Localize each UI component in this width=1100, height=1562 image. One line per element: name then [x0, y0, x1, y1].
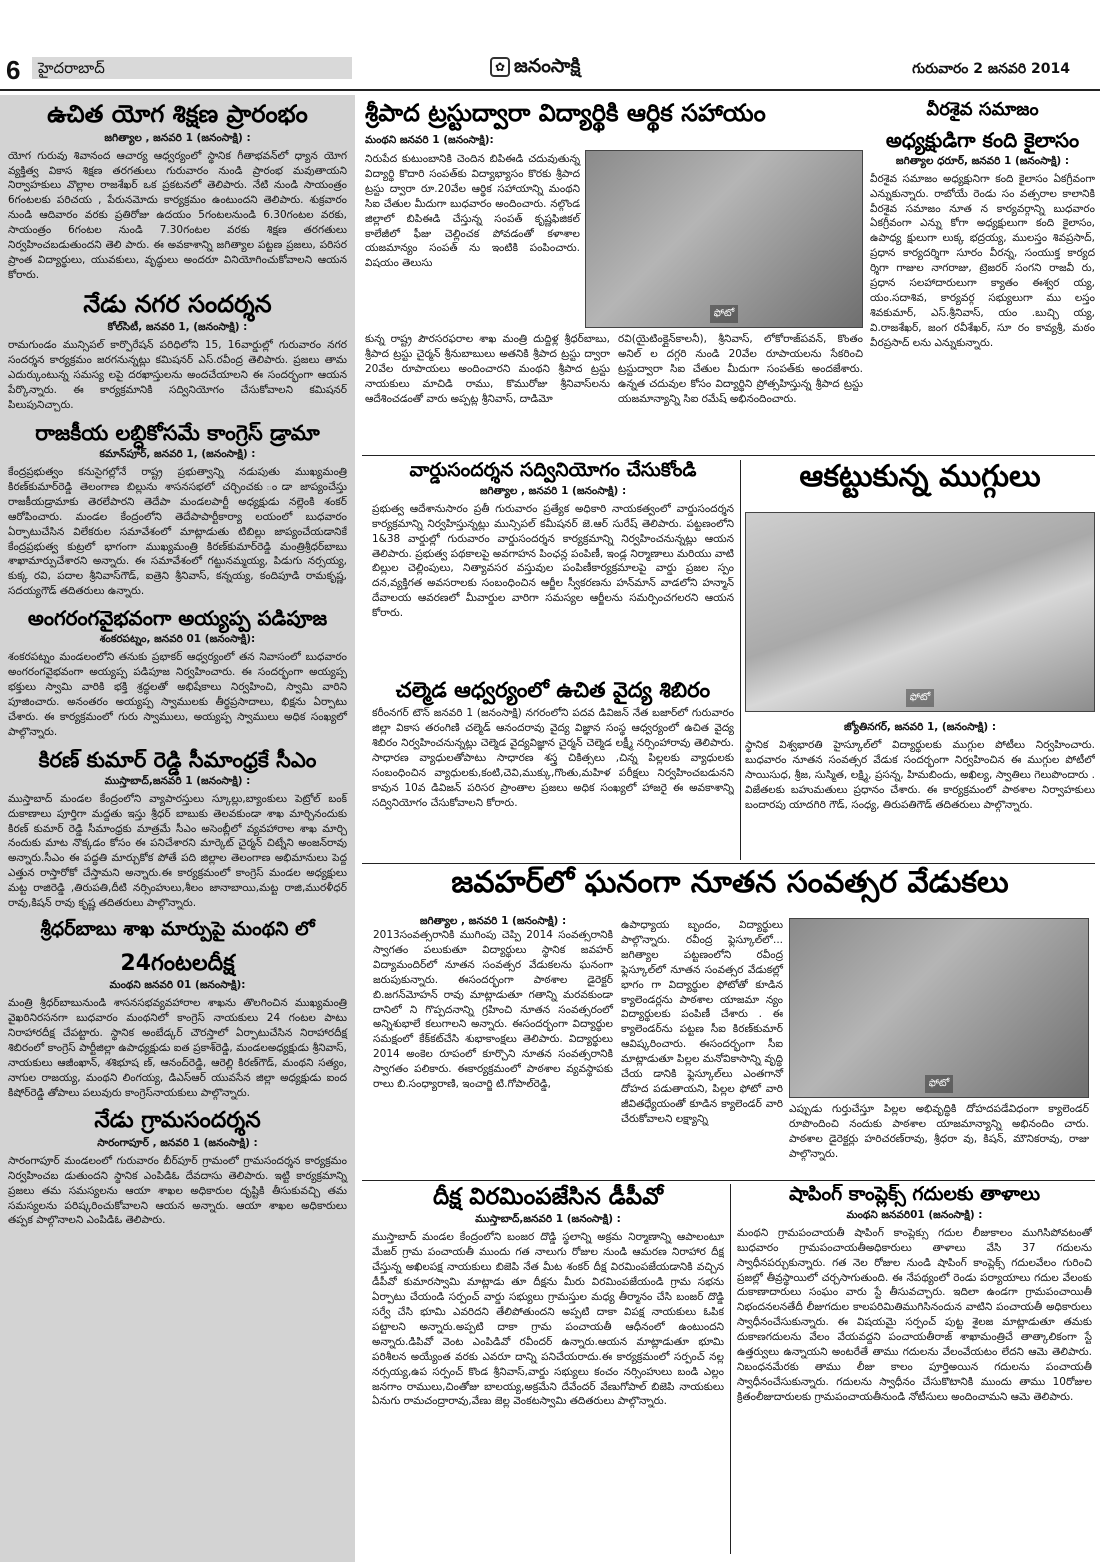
article-yoga — [8, 101, 347, 283]
masthead-logo — [490, 55, 580, 82]
article-body: నిరుపేద కుటుంబానికి చెందిన బిపిఈడి చదువుతున్న విద్యార్థి కొదారి సంపత్‌కు విద్యాభ్యాసం కొరకు శ్రీపాద ట్రస్టు ద్వారా రూ.20వేల ఆర్థిక సహాయాన్ని మంథని సిఐ చేతుల మీదుగా బుధవారం అందించారు. నల్గొండ జిల్లాలో బిపిఈడి చేస్తున్న సంపత్ కృష్ణఫిజికల్ కాలేజీలో ఫీజు చెల్లించక పోవడంతో కళాశాల యజమాన్యం సంపత్ ను ఇంటికి పంపించారు. విషయం తెలుసు — [365, 153, 580, 270]
article-title: దీక్ష విరమింపజేసిన డీపీవో — [433, 1184, 663, 1210]
divider — [362, 863, 1095, 864]
article-veerashaiva — [870, 100, 1095, 455]
article-dateline: ముస్తాబాద్,జనవరి 1 (జనంసాక్షి) : — [475, 1213, 621, 1226]
article-dateline: కమాన్‌పూర్, జనవరి 1, (జనంసాక్షి) : — [99, 448, 256, 461]
article-text — [745, 718, 1095, 813]
article-body: మంథని గ్రామపంచాయతీ షాపింగ్ కాంప్లెక్సు గదుల లీజుకాలం ముగిసిపోవటంతో బుధవారం గ్రామపంచాయతీఅధికారులు తాళాలు వేసి 37 గదులను స్వాధీనపర్చుకున్నారు. గత నెల రోజుల నుండి షాపింగ్ కాంప్లెక్స్ గదులవేలం గురించి ప్రజల్లో తీవ్రస్థాయిలో చర్చసాగుతుంది. ఈ నేపథ్యంలో రెండు పర్యాయాలు గదుల వేలంకు దుకాణాదారులు సంఘం వారు స్టే తీసువచ్చారు. ఇదిలా ఉండగా గ్రామపంచాయితీ నిభందనలనతేదీ లీజుగదుల కాలపరిమితిముగిసినందున వాటిని పంచాయతీ అధికారులు స్వాధీనంచేసుకున్నారు. ఈ విషయమై సర్పంచ్ పుట్ట శైలజ మాట్లాడుతూ తమకు దుకాణగదులను వేలం వేయవద్దని పంచాయతీరాజ్ శాఖామంత్రిచే తాత్కాలికంగా స్టే ఉత్తర్వులు ఉన్నాయని అంటరేతే తాము గదులను వేలంవేయటం లేదని ఆమె తెలిపారు. నిబంధనమేరకు తాము లీజు కాలం పూర్తిఅయిన గదులను పంచాయతీ స్వాధీనంచేసుకున్నారు. గదులను స్వాధీనం చేసుకొటానికి ముందు తాము 10రోజుల క్రితంలీజుదారులకు గ్రామపంచాయతీనుండి నోటీసులు అందించామని ఆమె తెలిపారు. — [737, 1226, 1092, 1403]
article-muggulu — [745, 460, 1095, 865]
article-congress — [8, 421, 347, 599]
article-body: ముస్తాబాద్ మండల కేంద్రంలోని బంజర దొడ్డి స్థలాన్ని అక్రమ నిర్మాణాన్ని ఆపాలంటూ మేజర్ గ్రామ పంచాయతీ ముందు గత నాలుగు రోజుల నుండి ఆమరణ నిరాహార దీక్ష చేస్తున్న అఖిలపక్ష నాయకులు బిజెపి నేత మీట శంకర్ దీక్ష విరమింపజేయడానికి వచ్చిన డీపీవో కుమారస్వామి మాట్లాడు తూ దీక్షను మీరు విరమింపజేయండి గ్రామ సభను ఏర్పాటు చేయండి సర్పంచ్ వార్డు సభ్యులు గ్రామస్తుల మధ్య తీర్మానం చేసి బంజర్ దొడ్డి సర్వే చేసి భూమి ఎవరిదని తేలిపోతుందని అప్పటి దాకా విపక్ష నాయకులు ఓపిక పట్టాలని అన్నారు.అప్పటి దాకా గ్రామ పంచాయతీ ఆధీనంలో ఉంటుందని అన్నారు.డిపివో వెంట ఎంపిడివో రవీందర్ ఉన్నారు.ఆయన మాట్లాడుతూ భూమి పరిశీలన అయ్యేంత వరకు ఎవరూ దాన్ని పనిచేయరాదు.ఈ కార్యక్రమంలో సర్పంచ్ నల్ల నర్సయ్య,ఉప సర్పంచ్ కొండ శ్రీనివాస్,వార్డు సభ్యులు కంచం నర్సింహులు బండి ఎల్లం జనగాం రాములు,చింతోజు బాలయ్య,అక్రమేని దేవేందర్ వేణుగోపాల్ బిజెపి నాయకులు ఏనుగు రామచంద్రారావు,వేణు జెల్ల వెంకటస్వామి తదితరులు పాల్గొన్నారు. — [372, 1231, 724, 1408]
article-title: కిరణ్ కుమార్ రెడ్డి సీమాంధ్రకే సీఎం — [38, 747, 317, 772]
article-title: రాజకీయ లబ్ధికోసమే కాంగ్రెస్ డ్రామా — [35, 420, 320, 445]
article-dateline: జగిత్యాల , జనవరి 1 (జనంసాక్షి) : — [104, 131, 251, 144]
article-body: రామగుండం మున్సిపల్ కార్పొరేషన్ పరిధిలోని 15, 16వార్డుల్లో గురువారం నగర సందర్శన కార్యక్రమం జరగనున్నట్లు కమిషనర్ ఎస్.రవీంద్ర తెలిపారు. ప్రజలు తామ ఎదుర్కుంటున్న సమస్య లపై దరఖాస్తులను అందచేయాలని ఈ సందర్భంగా ఆయన పేర్కొన్నారు. ఈ కార్యక్రమానికి సద్వినియోగం చేసుకోవాలని కమిషనర్ పిలుపునిచ్చారు. — [8, 339, 347, 411]
article-body: సారంగాపూర్ మండలంలో గురువారం బీర్‌పూర్ గ్రామంలో గ్రామసందర్శన కార్యక్రమం నిర్వహించబ డుతుందని స్థానిక ఎంపిడిఓ దేవదాసు తెలిపారు. ఇట్టి కార్యక్రమాన్ని ప్రజలు తమ సమస్యలను ఆయా శాఖల అధికారుల దృష్టికి తీసుకువచ్చి తమ సమస్యలను పరిష్కరించుకోవాలని ఆయన అన్నారు. ఆయా శాఖల అధికారులు తప్పక పాల్గొనాలని ఎంపిడిఓ తెలిపారు. — [8, 1154, 347, 1227]
photo-caption: ఫోటో — [906, 689, 935, 707]
article-body: ముస్తాబాద్ మండల కేంద్రంలోని వ్యాపారస్తులు స్కూల్లు,బ్యాంకులు పెట్రోల్ బంక్ దుకాణాలు పూర్తిగా మద్దతు ఇస్తు శ్రీధర్ బాబుకు తెలవకుండా శాఖ మార్చినందుకు కిరణ్ కుమార్ రెడ్డి సీమాంధ్రకు మాత్రమే సీఎం అసెంబ్లీలో వ్యవహారాల శాఖ మార్చి నందుకు మాట నొక్కడం కోసం ఈ పనిచేశారని మార్కెట్ చైర్మన్ చిట్నేని అంజన్‌రావు అన్నారు.సీఎం ఈ పద్ధతి మార్చుకోక పోతే పది జిల్లాల తెలంగాణ అభిమానులు పెద్ద ఎత్తున రాస్తారోకో చేస్తామని అన్నారు.ఈ కార్యక్రమంలో కాంగ్రెస్ మండల అధ్యక్షులు మట్ట రాజిరెడ్డి ,తిరుపతి,దీటి నర్సింహులు,శీలం జానాబాయి,మట్ట రాజి,మురళీధర్ రావు,కిషన్ రావు కృష్ణ తదితరులు పాల్గొన్నారు. — [8, 792, 347, 910]
article-dpo — [372, 1184, 724, 1559]
article-body: యోగ గురువు శివానంద ఆచార్య ఆధ్వర్యంలో స్థానిక గీతాభవన్‌లో ధ్యాన యోగ వ్యక్తిత్వ వికాస శిక్షణ తరగతులు గురువారం నుండి ప్రారంభ మవుతాయని నిర్వాహకులు వొల్లాల రాజశేఖర్ ఒక ప్రకటనలో తెలిపారు. నేటి నుండి సాయంత్రం 6గంటలకు పరిచయ , పేరునమోదు కార్యక్రమం ఉంటుందని తెలిపారు. శుక్రవారం నుండి ఆదివారం వరకు ప్రతిరోజు ఉదయం 5గంటలనుండి 6.30గంటల వరకు, సాయంత్రం 6గంటల నుండి 7.30గంటల వరకు శిక్షణ తరగతులు నిర్వహించబడుతుందని తెలి పారు. ఈ అవకాశాన్ని జగిత్యాల పట్టణ ప్రజలు, పరిసర ప్రాంత విద్యార్థులు, యువకులు, వృద్ధులు అందరూ వినియోగించుకోవాలని ఆయన కోరారు. — [8, 149, 347, 281]
article-body-cont2: ఎప్పుడు గుర్తుచేస్తూ పిల్లల అభివృద్ధికి దోహదపడేవిధంగా క్యాలెండర్ రూపొందించి నందుకు పాఠశాల యాజమాన్యాన్ని అభినందిం చారు. పాఠశాల డైరెక్టర్లు హరిచరణ్‌రావు, శ్రీధరా వు, కిషన్, మౌనికరావు, రాజు పాల్గొన్నారు. — [789, 1103, 1089, 1160]
page-number: 6 — [6, 55, 21, 85]
article-body: 2013సంవత్సరానికి ముగింపు చెప్పి 2014 సంవత్సరానికి స్వాగతం పలుకుతూ విద్యార్థులు స్థానిక జవహర్ విద్యామందిర్‌లో నూతన సంవత్సర వేడుకలను ఘనంగా జరుపుకున్నారు. ఈసందర్భంగా పాఠశాల డైరెక్టర్ బి.జగన్‌మోహన్ రావు మాట్లాడుతూ గతాన్ని మరవకుండా దానిలో ని గొప్పదనాన్ని గ్రహించి నూతన సంవత్సరంలో అన్నిశుభాలే కలుగాలని అన్నారు. ఈసందర్భంగా విద్యార్థుల సమక్షంలో కేక్‌కట్‌చేసి శుభాకాంక్షలు తెలిపారు. విద్యార్థులు 2014 అంకెల రూపంలో కూర్చొని నూతన సంవత్సరానికి స్వాగతం పలికారు. ఈకార్యక్రమంలో పాఠశాల వ్యవస్థాపకు రాలు బి.సంధ్యారాణి, ఇంచార్జి టి.గోపాల్‌రెడ్డి, — [373, 929, 613, 1091]
photo-caption: ఫోటో — [925, 1075, 954, 1093]
section-city: హైదరాబాద్ — [32, 57, 352, 79]
article-body: కేంద్రప్రభుత్వం కనుసైగల్లోనే రాష్ట్ర ప్రభుత్వాన్ని నడుపుతు ముఖ్యమంత్రి కిరణ్‌కుమార్‌రెడ్డి తెలంగాణ బిల్లును శాసనసభలో చర్చించకు ండా జాప్యంచేస్తు రాజకీయడ్రామాకు తెరలేపారని తెదేపా మండలపార్టీ అధ్యక్షుడు నల్లెంకి శంకర్ ఆరోపించారు. మండల కేంద్రంలోని తెదేపాపార్టీకార్యా లయంలో బుధవారం ఏర్పాటుచేసిన విలేకరుల సమావేశంలో మాట్లాడుతు టిబిల్లు జాప్యంచేయడానికే కేంద్రప్రభుత్వ కుట్రలో భాగంగా ముఖ్యమంత్రి కిరణ్‌కుమార్‌రెడ్డి మంత్రిశ్రీధర్‌బాబు శాఖామార్పుచేశారని అన్నారు. ఈ సమావేశంలో గట్టునమ్మయ్య, పిడుగు నర్సయ్య, కుక్క రవి, పదాల శ్రీనివాస్‌గౌడ్, ఐత్రెని శ్రీనివాస్, కన్నయ్య, కందిపూడి రామకృష్ణ, సదయ్యగౌడ్ తదితరులు ఉన్నారు. — [8, 466, 347, 598]
article-title: శ్రీధర్‌బాబు శాఖ మార్పుపై మంథని లో — [40, 918, 315, 940]
article-title: అంగరంగవైభవంగా అయ్యప్ప పడిపూజ — [27, 606, 328, 631]
article-dateline: జగిత్యాల ధరూర్, జనవరి 1 (జనంసాక్షి) : — [895, 154, 1070, 167]
article-body-cont: ఉపాధ్యాయ బృందం, విద్యార్థులు పాల్గొన్నారు. రవీంద్ర ఫ్లెస్కూల్‌లో... జగిత్యాల పట్టణంలోని రవీంద్ర ఫ్లెస్కూల్‌లో నూతన సంవత్సర వేడుకల్లో భాగం గా విద్యార్థుల ఫోటోతో కూడిన క్యాలెండర్లను పాఠశాల యాజమా న్యం విద్యార్థులకు పంపిణీ చేశారు . ఈ క్యాలెండర్‌ను పట్టణ సీఐ కిరణ్‌కుమార్ ఆవిష్కరించారు. ఈసందర్భంగా సీఐ మాట్లాడుతూ పిల్లల మనోవికాసాన్ని వృద్ధి చేయ డానికి ఫ్లెస్కూల్‌లు ఎంతగానో దోహద పడుతాయని, పిల్లల ఫోటో వారి జీవితధ్యేయంతో కూడిన క్యాలెండర్ వారి చేరుకోవాలని లక్ష్యాన్ని — [621, 919, 783, 1125]
article-title-line2: 24గంటలదీక్ష — [120, 950, 235, 976]
article-title: వీరశైవ సమాజం — [926, 100, 1039, 120]
article-dateline: సారంగాపూర్ , జనవరి 1 (జనంసాక్షి) : — [97, 1136, 258, 1149]
article-kiran — [8, 748, 347, 911]
article-title: ఆకట్టుకున్న ముగ్గులు — [799, 460, 1041, 494]
article-title: షాపింగ్ కాంప్లెక్స్ గదులకు తాళాలు — [788, 1184, 1041, 1205]
article-title: ఉచిత యోగ శిక్షణ ప్రారంభం — [47, 100, 308, 128]
page-header — [0, 55, 1100, 91]
logo-text: జనంసాక్షి — [514, 55, 581, 77]
divider — [362, 1180, 1095, 1181]
article-dateline: శంకరపట్నం, జనవరి 01 (జనంసాక్షి): — [99, 633, 256, 646]
article-nagara — [8, 291, 347, 413]
article-shopping — [737, 1184, 1092, 1559]
article-dateline: మంథని జనవరి 1 (జనంసాక్షి): — [365, 133, 494, 146]
article-ward — [372, 460, 734, 675]
article-medical — [372, 678, 734, 860]
article-jawahar — [365, 866, 1095, 1176]
article-body-cont: కున్న రాష్ట్ర పౌరసరఫరాల శాఖ మంత్రి దుద్దిళ్ల శ్రీధర్‌బాబు, శ్రీపాద ట్రస్టు చైర్మన్ శ్రీనుబాబులు అతనికి శ్రీపాద ట్రస్టు ద్వారా 20వేల రూపాయలు అందించారని మంథని శ్రీపాద ట్రస్టు నాయకులు మాచిడి రాము, కొమురోజు శ్రీనివాస్‌లను ఆదేశించడంతో వారు అప్పట్ల శ్రీనివాస్, దాడిమో — [365, 333, 610, 405]
article-title-line2: అధ్యక్షుడిగా కంది కైలాసం — [885, 127, 1080, 152]
article-ayyappa — [8, 607, 347, 739]
article-body: కరీంనగర్ టౌన్ జనవరి 1 (జనంసాక్షి) నగరంలోని పదవ డివిజన్ నేత బజార్‌లో గురువారం జిల్లా వికాస తరంగిణి చల్మెడ్ ఆనందరావు వైద్య విజ్ఞాన సంస్థ ఆధ్వర్యంలో ఉచిత వైద్య శిబిరం నిర్వహించనున్నట్లు చెల్మెడ వైద్యవిజ్ఞాన చైర్మన్ చెల్మెడ లక్ష్మీ నర్సింహారావు తెలిపారు. సాధారణ వ్యాధులతోపాటు సాధారణ శస్త్ర చికిత్సలు ,చిన్న పిల్లలకు వ్యాధులకు సంబంధించిన వ్యాధులకు,కంటి,చెవి,ముక్కు,గొంతు,మహిళ పరీక్షలు నిర్వహించబడునని కావున 10వ డివిజన్ పరిసర ప్రాంతాల ప్రజలు అధిక సంఖ్యలో హాజరై ఈ అవకాశాన్ని సద్వినియోగం చేసుకోవాలని కోరారు. — [372, 707, 734, 809]
article-sripada — [365, 100, 865, 455]
article-dateline: ముస్తాబాద్,జనవరి 1 (జనంసాక్షి) : — [104, 774, 251, 787]
article-title: నేడు గ్రామసందర్శన — [94, 1108, 261, 1134]
left-column — [0, 95, 355, 1562]
article-body: మంత్రి శ్రీధర్‌బాబునుండి శాసనసభవ్యవహారాల శాఖను తొలగించిన ముఖ్యమంత్రి వైఖరినిరసనగా బుధవారం మంథనిలో కాంగ్రెస్ నాయకులు 24 గంటల పాటు నిరాహారదీక్ష చేపట్టారు. స్థానిక అంబేడ్కర్ చౌరస్తాలో ఏర్పాటుచేసిన నిరాహారదీక్ష శిబిరంలో కాంగ్రెస్ పార్టీజిల్లా ఉపాధ్యక్షుడు ఐత ప్రకాశ్‌రెడ్డి, మండలఅధ్యక్షుడు శ్రీనివాస్, నాయకులు ఆజీంఖాన్, శశిభూష ణ్, ఆనంద్‌రెడ్డి, ఆరెల్లి కిరణ్‌గౌడ్, మంథని సత్యం, నాగుల రాజయ్య, మంథని లింగయ్య, డిఎస్‌ఆర్ యువసేన జిల్లా అధ్యక్షుడు ఐంద కిషోర్‌రెడ్డి తోపాలు పలువురు కాంగ్రెస్‌నాయకులు పాల్గొన్నారు. — [8, 997, 347, 1099]
article-dateline: జ్యోతినగర్, జనవరి 1, (జనంసాక్షి) : — [843, 721, 997, 733]
article-dateline: జగిత్యాల , జనవరి 1 (జనంసాక్షి) : — [479, 484, 627, 497]
article-title: జవహర్‌లో ఘనంగా నూతన సంవత్సర వేడుకలు — [451, 866, 1009, 900]
article-dateline: జగిత్యాల , జనవరి 1 (జనంసాక్షి) : — [419, 915, 567, 927]
article-title: శ్రీపాద ట్రస్టుద్వారా విద్యార్థికి ఆర్థిక సహాయం — [365, 100, 766, 127]
article-title: వార్డుసందర్శన సద్వినియోగం చేసుకోండి — [409, 460, 697, 481]
article-body: వీరశైవ సమాజం అధ్యక్షునిగా కంది కైలాసం ఏకగ్రీవంగా ఎన్నుకున్నారు. రాబోయే రెండు సం వత్సరాల కాలానికి వీరశైవ సమాజం నూత న కార్యవర్గాన్ని బుధవారం ఏకగ్రీవంగా ఎన్ను కోగా అధ్యక్షులుగా కంది కైలాసం, ఉపాధ్య క్షులుగా లుక్క భద్రయ్య, ములస్తం శివప్రసాద్, ప్రధాన కార్యదర్శిగా సూరం వీరన్న, సంయుక్త కార్యద ర్శిగా గాజుల నాగరాజు, ట్రెజరర్ సంగని రాజవీ రు, ప్రధాన సలహాదారులుగా క్యాతం ఈశ్వర య్య, యం.సదాశివ, కార్యవర్గ సభ్యులుగా ము లస్తం శివకుమార్, ఎస్.శ్రీనివాస్, యం .బుచ్చి య్య, వి.రాజశేఖర్, జంగ రవీశేఖర్, సూ రం కావ్యశ్రీ, మఠం వీరప్రసాద్ లను ఎన్నుకున్నారు. — [870, 172, 1095, 349]
article-dateline: మంథని జనవరి 01 (జనంసాక్షి): — [109, 979, 246, 992]
rangoli-photo — [745, 512, 1095, 712]
article-title: నేడు నగర సందర్శన — [83, 289, 272, 318]
issue-date: గురువారం 2 జనవరి 2014 — [912, 61, 1070, 77]
photo-caption: ఫోటో — [710, 305, 739, 323]
article-body: ప్రభుత్వ ఆదేశానుసారం ప్రతీ గురువారం ప్రత్యేక అధికారి నాయకత్వంలో వార్డుసందర్శన కార్యక్రమాన్ని నిర్వహిస్తున్నట్లు మున్సిపల్ కమీషనర్ జె.ఆర్ సురేష్ తెలిపారు. పట్టణంలోని 1&38 వార్డుల్లో గురువారం వార్డుసందర్శన కార్యక్రమాన్ని నిర్వహించనున్నట్లు ఆయన తెలిపారు. ప్రభుత్వ పథకాలపై అవగాహన పింఛన్ల పంపిణీ, ఇండ్ల నిర్మాణాలు మరియు వాటి బిల్లుల చెల్లింపులు, నిత్యావసర వస్తువుల పంపిణీకార్యక్రమాలపై వార్డు ప్రజల స్పం దన,వ్యక్తిగత అవసరాలకు సంబంధించిన ఆర్జీల స్వీకరణను హన్‌మాన్ వాడలోని హన్మాన్ దేవాలయ ఆవరణలో మీవార్డుల వారిగా సమస్యల ఆర్జీలను సమర్పించగలరని ఆయన కోరారు. — [372, 502, 734, 620]
article-body-cont2: రవి(యైటింక్లైన్‌కాలనీ), శ్రీనివాస్, లోకోరాజ్‌పవన్, కొంతం అనిల్ ల దగ్గరి నుండి 20వేల రూపాయలను సేకరించి ట్రస్టుద్వారా సిఐ చేతుల మీదుగా సంపత్‌కు అందజేశారు. ఉన్నత చదువుల కోసం విద్యార్థిని ప్రోత్సహిస్తున్న శ్రీపాద ట్రస్టు యజమాన్యాన్ని సిఐ రమేష్ అభినందించారు. — [618, 333, 863, 405]
article-dateline: కోల్‌సిటీ, జనవరి 1, (జనంసాక్షి) : — [107, 321, 248, 334]
news-photo — [585, 150, 863, 328]
article-title: చల్మెడ ఆధ్వర్యంలో ఉచిత వైద్య శిబిరం — [395, 678, 711, 702]
article-grama — [8, 1108, 347, 1228]
celebration-photo — [789, 918, 1089, 1098]
divider — [362, 455, 1095, 456]
divider — [730, 1184, 731, 1554]
divider — [740, 460, 741, 860]
article-dateline: మంథని జనవరి01 (జనంసాక్షి) : — [846, 1208, 983, 1221]
article-deeksha24 — [8, 919, 347, 1100]
logo-emblem-icon: ✿ — [490, 57, 510, 77]
article-body: స్థానిక విశ్వభారతి హైస్కూల్‌లో విద్యార్థులకు ముగ్గుల పోటీలు నిర్వహించారు. బుధవారం నూతన సంవత్సర వేడుక సందర్భంగా నిర్వహించిన ఈ ముగ్గుల పోటీలో సాయిసుధ, శ్రీజ, సుస్మిత, లక్ష్మి, ప్రసన్న, హిమబిందు, అఖిల్య, స్వాతిలు గెలుపొందారు . విజేతలకు బహుమతులు ప్రధానం చేశారు. ఈ కార్యక్రమంలో పాఠశాల నిర్వాహకులు బందారపు యాదగిరి గౌడ్, సంధ్య, తిరుపతిగౌడ్ తదితరులు పాల్గొన్నారు. — [745, 739, 1095, 811]
article-body: శంకరపట్నం మండలంలోని తనుకు ప్రభాకర్ ఆధ్వర్యంలో తన నివాసంలో బుధవారం అంగరంగవైభవంగా అయ్యప్ప పడిపూజ నిర్వహించారు. ఈ సందర్భంగా అయ్యప్ప భక్తులు స్వామి వారికి భక్తి శ్రద్ధలతో అభిషేకాలు నిర్వహించి, స్వామి వారిని పూజించారు. అనంతరం అయ్యప్ప స్వాములకు తీర్థప్రసాదాలు, భిక్షను ఏర్పాటు చేశారు. ఈ కార్యక్రమంలో గురు స్వాములు, అయ్యప్ప స్వాములు అధిక సంఖ్యలో పాల్గొన్నారు. — [8, 651, 347, 738]
